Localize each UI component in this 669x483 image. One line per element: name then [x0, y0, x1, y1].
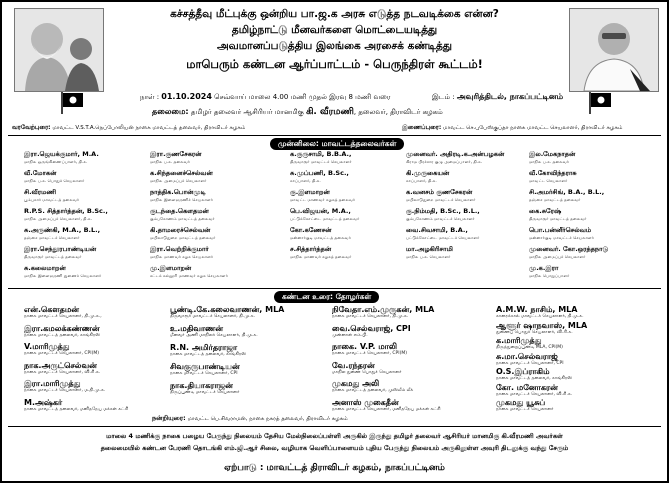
person-role: கும்பகோணம் மாவட்டச் செயலாளர் [406, 215, 475, 221]
person-role: மயிலாடுதுறை மாவட்டத் தலைவர் [150, 234, 216, 240]
person-role: நாகை மாவட்டச் செயலாளர், மனிதநேய மக்கள் கட்சி [332, 406, 441, 412]
person-entry [332, 361, 472, 376]
person-name: R.N. அமிர்தராஜா [170, 343, 238, 352]
person-name: முகமது அலி [332, 379, 380, 388]
person-role: நாகை மாவட்டத் தலைவர், மனிதநேய மக்கள் கட்சி [24, 406, 129, 412]
person-name: O.S.இப்ராகிம் [496, 367, 550, 376]
section-presidency-title: முன்னிலை: மாவட்டத்தலைவர்கள் [270, 138, 404, 150]
person-name: முனைவர். கோ.ஒரத்தநாடு [529, 246, 609, 253]
person-name: சு.முப்பணி, B.Sc., [290, 170, 349, 177]
headline-question: கச்சத்தீவு மீட்புக்கு ஒன்றிய பா.ஜ.க அரசு எடுத்த நடவடிக்கை என்ன? [170, 8, 499, 20]
person-name: பூண்டி.கே.கலைவாணன், MLA [170, 305, 285, 314]
divider [8, 426, 661, 427]
person-entry [332, 342, 472, 357]
person-entry [24, 305, 154, 320]
person-name: வே.ரந்தரன் [332, 360, 375, 370]
person-role: நாகை மாவட்டச் செயலாளர் [496, 407, 554, 412]
welcome-label: வரவேற்புரை: [12, 124, 51, 131]
portrait-elders-icon [15, 9, 103, 91]
headline-condemn: அவமானப்படுத்திய இலங்கை அரசைக் கண்டித்து [217, 40, 452, 52]
person-role: சட்டக் கல்லூரி மாணவர் கழக செயலாளர் [150, 272, 228, 278]
leader-name: கி. வீரமணி [306, 107, 354, 117]
section-speakers-title: கண்டன உரை: தோழர்கள் [274, 291, 379, 303]
person-entry [529, 189, 654, 202]
organizer: ஏற்பாடு : மாவட்டத் திராவிடர் கழகம், நாகப்பட்டினம் [224, 463, 445, 473]
person-role: மாநில இளைஞரணி துணைச் செயலாளர் [24, 272, 102, 278]
person-role: நாகை மாவட்டத் தலைவர், காங்கிரஸ் [24, 332, 101, 338]
party-flag-icon [588, 92, 612, 114]
person-entry [170, 343, 310, 358]
person-entry [150, 170, 260, 183]
person-entry [496, 383, 656, 398]
person-entry [290, 246, 400, 259]
person-name: M.அஷ்கர் [24, 397, 63, 407]
person-name: சி.அமர்சிங், B.A., B.L., [529, 189, 605, 196]
leader-label: தலைமை: [152, 107, 189, 116]
footer-route-line-1: மாலை 4 மணிக்கு நாகை பழைய பேருந்து நிலையம் தேசிய மேல்நிலைப்பள்ளி அருகில் இருந்து தமிழர் தலைவர் ஆசிரியர் மானமிகு கி.வீரமணி அவர்கள் [106, 432, 563, 440]
person-entry [290, 151, 400, 164]
person-role: தஞ்சை மாவட்டச் செயலாளர் [24, 234, 80, 240]
person-role: மாவட்ட மாணவர் கழகத் தலைவர் [290, 196, 356, 202]
person-name: கை.சுரேஷ் [529, 208, 562, 215]
person-name: குடந்தை.கௌதமன் [150, 208, 209, 215]
event-date: 01.10.2024 [161, 92, 212, 101]
person-name: க.மாரிமுத்து [496, 336, 542, 345]
person-role: நாகை மாவட்டச் செயலாளர், தி.மு.க., [24, 314, 102, 319]
person-entry [496, 398, 656, 413]
person-name: கி.முருகையன் [406, 170, 450, 177]
person-name: முனைவர். அதிரடி.க.அன்பழகன் [406, 151, 505, 158]
person-entry [290, 227, 400, 240]
event-time: செவ்வாய் மாலை 4.00 மணி முதல் இரவு 8 மணி வரை [214, 93, 391, 101]
person-role: நாகை மாவட்டச் செயலாளர், ம.தி.மு.க. [24, 388, 106, 393]
person-name: R.P.S. சித்தார்த்தன், B.Sc., [24, 208, 108, 215]
person-name: மு.இளமாறன் [150, 265, 192, 272]
person-name: இரா.குணசேகரன் [150, 151, 202, 158]
person-name: கி.தாமரைச்செல்வன் [150, 227, 211, 234]
person-role: மாநில ப.க. செயலாளர் [406, 253, 451, 259]
person-role: மாநில அமைப்புச் செயலாளர், தி.க. [24, 215, 92, 221]
person-name: இரா.வெற்றிக்குமார் [150, 246, 209, 253]
person-role: நாகை மாவட்டச் செயலாளர், CPI(M) [24, 351, 99, 356]
intro-text: மாவட்ட செ.புபேஸ்குப்தா நாகை மாவட்ட செயலாளர், திராவிடர் கழகம் [443, 125, 623, 131]
person-entry [24, 246, 134, 259]
person-entry [496, 336, 656, 351]
person-entry [24, 170, 134, 183]
welcome-row [12, 124, 245, 132]
person-entry [406, 246, 521, 259]
person-role: மன்னார்குடி மாவட்டத் தலைவர் [290, 234, 351, 240]
person-role: திருத்துறைப்பூண்டி MLA, CPI(M) [496, 345, 563, 350]
person-role: திருவாரூர் மாவட்டச் செயலாளர், தி.மு.க. [170, 314, 255, 319]
person-role: மாநில ப.க. தலைவர் [529, 158, 569, 164]
person-entry [24, 208, 134, 221]
person-entry [150, 265, 260, 278]
person-role: காப்பாளர், தி.க. [290, 177, 321, 183]
person-name: வை.சிவசாமி, B.A., [406, 227, 468, 234]
person-entry [24, 342, 154, 357]
person-name: மு.க.இரா [529, 265, 559, 272]
person-entry [170, 362, 310, 377]
person-entry [529, 170, 654, 183]
person-entry [290, 170, 400, 183]
person-entry [496, 352, 656, 367]
person-name: மா.அழகிரிசாமி [406, 246, 453, 253]
person-role: முன்னாள் எம்.பி. [332, 332, 368, 338]
person-name: கு.நிம்மதி, B.Sc., B.L., [406, 208, 480, 215]
person-entry [496, 321, 656, 336]
person-entry [496, 305, 656, 320]
person-role: நாகை மாவட்டச் செயலாளர், CPI [496, 360, 564, 366]
person-entry [24, 227, 134, 240]
person-entry [150, 189, 260, 202]
person-name: நிவேதா.எம்.முருகன், MLA [332, 305, 435, 314]
person-entry [496, 367, 656, 382]
footer-route-line-2: தலைமையில் கண்டன பேரணி தொடங்கி எம்.ஜி.ஆர் சிலை, வழியாக வெளிப்பாளையம் புதிய பேருந்து நிலையம் அருகிலுள்ள அவுரி திடலுக்கு வந்து சேரும் [100, 444, 569, 452]
person-entry [332, 398, 472, 413]
person-name: வை.செல்வராஜ், CPI [332, 323, 411, 333]
leader-photo-right [569, 8, 659, 92]
person-entry [529, 265, 654, 278]
person-role: மயிலாடுதுறை மாவட்டச் செயலாளர் [406, 196, 476, 202]
person-name: க.குருசாமி, B.B.A., [290, 151, 352, 158]
person-role: திருவாரூர் மாவட்டத் தலைவர் [529, 215, 587, 221]
leaders-photo-left [14, 8, 104, 92]
person-name: நாக.அருட்செல்வன் [24, 360, 97, 370]
intro-row [402, 124, 622, 132]
person-name: உ.மதிவாணன் [170, 324, 224, 333]
event-venue: அவுரித்திடல், நாகப்பட்டினம் [456, 92, 564, 101]
person-name: க.வனசம் குணசேகரன் [406, 189, 473, 196]
person-role: கிராம பிரச்சார குழு அமைப்பாளர், தி.க. [406, 158, 483, 164]
person-name: இரா.மாரிமுத்து [24, 379, 81, 388]
person-entry [150, 151, 260, 164]
person-role: திருப்பூண்டி மாவட்டச் செயலாளர் [170, 390, 240, 395]
person-entry [529, 227, 654, 240]
person-role: நாகை மாவட்டச் செயலாளர், CPI(M) [332, 351, 407, 356]
person-role: மன்னார்குடி மாவட்டச் செயலாளர் [529, 234, 594, 240]
person-name: இரா.ஜெயக்குமார், M.A. [24, 151, 99, 158]
person-name: நாகை. V.P. மாலி [332, 342, 398, 351]
person-role: பட்டுக்கோட்டை மாவட்டச் செயலாளர் [406, 234, 480, 240]
person-name: க.சிந்தனைச்செல்வன் [150, 170, 213, 177]
person-role: மாநில மாணவர் கழக செயலாளர் [150, 253, 214, 259]
person-role: பட்டுக்கோட்டை மாவட்டத் தலைவர் [290, 215, 360, 221]
person-role: மாநில ப.க. பொதுச் செயலாளர் [24, 177, 85, 183]
person-name: சி.வீரமணி [24, 189, 57, 196]
person-entry [24, 189, 134, 202]
person-entry [406, 189, 521, 202]
person-role: மாநில மாணவர் கழகத் தலைவர் [290, 253, 352, 259]
person-entry [150, 246, 260, 259]
divider [8, 288, 661, 289]
person-role: மாநில அமைப்புச் செயலாளர் [529, 253, 586, 259]
event-venue-row [432, 92, 563, 102]
person-role: நாகை மாவட்டத் தலைவர், காங்கிரஸ் [496, 376, 573, 381]
person-entry [332, 324, 472, 339]
person-name: இரா.கமலக்கண்ணன் [24, 323, 100, 333]
person-role: மாவட்ட செயலாளர் [529, 177, 568, 183]
leader-row [152, 107, 443, 118]
person-entry [406, 208, 521, 221]
person-role: பூம்புகார் மாவட்டத் தலைவர் [24, 196, 80, 202]
person-name: கோ.கணேசன் [290, 227, 332, 234]
person-name: ஆளூர் ஷாநவாஸ், MLA [496, 320, 588, 330]
person-entry [170, 305, 310, 320]
person-name: சிவகுருபாண்டியன் [170, 362, 240, 371]
person-name: சு.மா.செல்வராஜ் [496, 351, 558, 361]
person-name: கு.இளமாறன் [290, 189, 330, 196]
person-entry [529, 246, 654, 259]
thanks-label: நன்றியுரை: [152, 414, 186, 422]
person-role: துணைப் பொதுச் செயலாளர், வி.சி.க. [496, 329, 573, 335]
person-name: கோ. மனோகரன் [496, 382, 558, 392]
person-entry [24, 398, 154, 413]
person-entry [332, 305, 472, 320]
divider [8, 135, 661, 136]
portrait-leader-icon [570, 9, 658, 91]
person-role: நாகை மாவட்டச் செயலாளர், வி.சி.க. [24, 369, 101, 375]
person-role: மீனவர் அணி மாநிலச் செயலாளர், தி.மு.க. [170, 333, 258, 338]
person-entry [170, 381, 310, 396]
person-role: நாகை மாவட்டத் தலைவர், காங்கிரஸ் [170, 352, 247, 357]
person-name: சு.கலைமாறன் [24, 265, 66, 272]
party-flag-icon [60, 92, 84, 114]
intro-label: இணைப்புரை: [402, 124, 442, 131]
person-role: தஞ்சை மாவட்டத் தலைவர் [529, 196, 581, 202]
person-entry [406, 227, 521, 240]
event-date-row [140, 92, 390, 102]
person-name: என்.கௌதமன் [24, 305, 80, 314]
headline-fishermen: தமிழ்நாட்டு மீனவர்களை மொட்டையடித்து [231, 24, 438, 36]
person-entry [529, 208, 654, 221]
person-name: பொ.பன்னீர்செல்வம் [529, 227, 592, 234]
person-role: மாநில பொறுப்பாளர் [529, 272, 570, 278]
person-name: பெ.விஜயன், M.A., [290, 208, 351, 215]
person-name: V.மாரிமுத்து [24, 342, 70, 351]
person-name: நாக.தியாகராஜன் [170, 381, 233, 390]
person-entry [406, 170, 521, 183]
person-entry [406, 151, 521, 164]
person-role: மாநில ப.க. தலைவர் [150, 158, 190, 164]
leader-suffix: , தலைவர், திராவிடர் கழகம் [353, 108, 443, 116]
person-role: திருவாரூர் மாவட்டத் தலைவர் [24, 253, 82, 259]
person-name: முகமது யூசுப் [496, 398, 546, 407]
person-role: நாகை மாவட்டச் செயலாளர், CPI [170, 371, 238, 376]
person-role: நாகை மாவட்டச் செயலாளர், வி.சி.க. [496, 391, 573, 397]
leader-prefix: தமிழர் தலைவர் ஆசிரியர் மானமிகு [190, 108, 304, 116]
person-role: மாநில அமைப்புச் செயலாளர் [150, 177, 207, 183]
person-role: நாகை மாவட்டச் செயலாளர், தி.மு.க. [332, 314, 409, 319]
person-entry [170, 324, 310, 339]
welcome-text: மாவட்ட V.S.T.A.நெப்போலியன் நாகை மாவட்டத் தலைவர், திராவிடர் கழகம் [52, 125, 246, 131]
thanks-text: மாவட்ட பெ.சிவராமன், நாகை நகரத் தலைவர், திராவிடர் கழகம் [187, 416, 348, 422]
person-entry [150, 227, 260, 240]
date-label: நாள் : [140, 93, 160, 101]
person-role: மாநில ஒருங்கிணைப்பாளர், தி.க. [24, 158, 88, 164]
person-role: மாநில இளைஞரணிச் செயலாளர் [150, 196, 213, 202]
person-role: நாகை மாவட்டத் தலைவர், முஸ்லீம் லீக் [332, 388, 414, 393]
thanks-row [152, 414, 348, 423]
person-name: வீ.மோகன் [24, 170, 57, 177]
person-role: திருவாரூர் மாவட்டச் செயலாளர் [290, 158, 352, 164]
person-name: A.M.W. நாசிம், MLA [496, 305, 578, 314]
person-role: காப்பாளர், தி.க. [406, 177, 437, 183]
person-name: நாத்திக.பொன்முடி [150, 189, 206, 196]
person-role: காரைக்கால் மாவட்டச் செயலாளர், தி.மு.க. [496, 314, 584, 319]
person-entry [24, 151, 134, 164]
headline-protest: மாபெரும் கண்டன ஆர்ப்பாட்டம் - பெருந்திரள் கூட்டம்! [186, 57, 483, 71]
person-entry [24, 361, 154, 376]
person-entry [290, 189, 400, 202]
person-entry [24, 265, 134, 278]
person-entry [332, 379, 472, 394]
person-entry [290, 208, 400, 221]
person-role: கும்பகோணம் மாவட்டத் தலைவர் [150, 215, 215, 221]
person-entry [24, 379, 154, 394]
person-name: ச.சித்தார்த்தன் [290, 246, 332, 253]
person-name: இரா.செந்தூரபாண்டியன் [24, 246, 97, 253]
person-name: சு.அருண்கி, M.A., B.L., [24, 227, 101, 234]
person-name: அனாஸ் முகைதீன் [332, 397, 399, 407]
person-entry [529, 151, 654, 164]
person-entry [24, 324, 154, 339]
person-name: இல.மேகநாதன் [529, 151, 576, 158]
venue-label: இடம் : [432, 93, 455, 101]
person-entry [150, 208, 260, 221]
person-name: வீ.கோவிந்தராசு [529, 170, 577, 177]
person-role: மாநில துணை பொதுச் செயலாளர் [332, 369, 402, 375]
